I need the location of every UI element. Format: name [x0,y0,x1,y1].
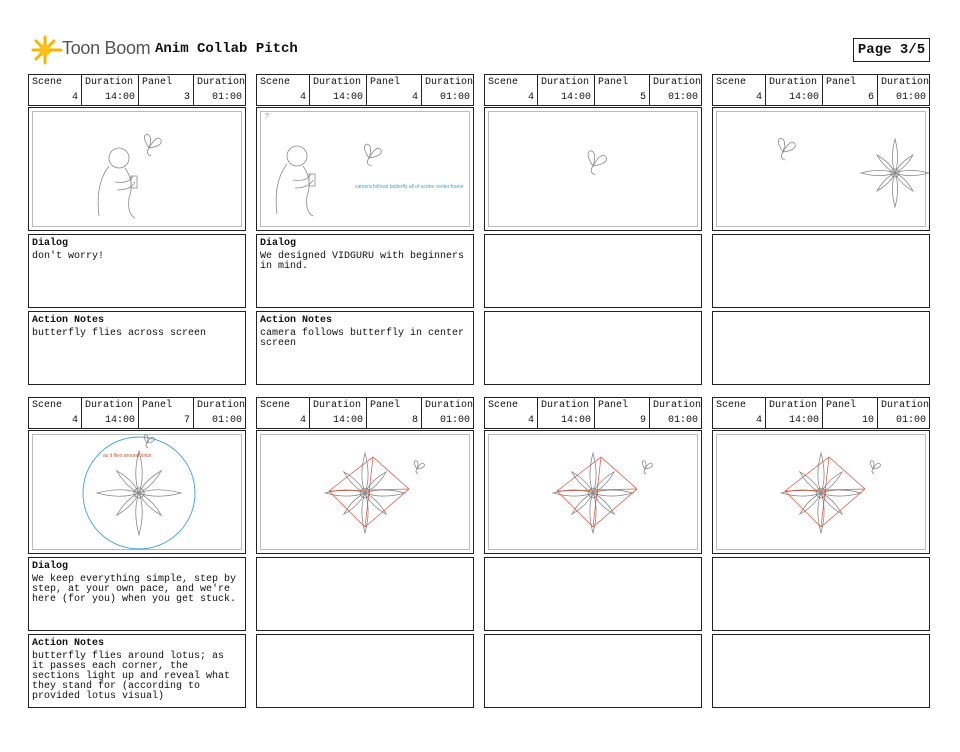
panel-duration-cell [878,398,929,428]
duration-label: Duration [85,77,134,88]
panel-duration-value: 01:00 [667,92,698,103]
action-notes-text: butterfly flies across screen [32,328,207,339]
sketch-frame[interactable] [712,107,930,231]
panel-header [28,74,246,106]
panel-duration-cell [422,75,473,105]
scene-value: 4 [755,415,762,426]
duration-label: Duration [769,77,818,88]
panel-label: Panel [142,400,173,411]
panel-header [256,397,474,429]
camera-note-annotation [355,184,464,190]
scene-label: Scene [488,400,519,411]
panel-header [28,397,246,429]
action-notes-text: butterfly flies around lotus; as it passes each corner, the sections light up and reveal what they stand for (according to provided lotus visual) [32,651,237,702]
dialog-label: Dialog [260,238,297,249]
duration-label: Duration [313,77,362,88]
sketch-frame[interactable] [256,107,474,231]
dialog-box[interactable] [712,557,930,631]
dialog-label: Dialog [32,561,69,572]
dialog-box[interactable] [256,557,474,631]
scene-label: Scene [32,400,63,411]
scene-duration-cell [82,398,139,428]
panel-cell [823,398,878,428]
action-notes-box[interactable] [28,634,246,708]
duration-label: Duration [541,400,590,411]
scene-duration-cell [766,75,823,105]
scene-duration-cell [310,75,367,105]
panel-duration-cell [194,75,245,105]
panel-header [484,397,702,429]
scene-label: Scene [32,77,63,88]
panel-duration-cell [878,75,929,105]
scene-cell [257,75,310,105]
scene-value: 4 [527,415,534,426]
svg-text:camera follows butterfly all o: camera follows butterfly all of scene center frame [355,184,464,190]
panel-label: Panel [598,77,629,88]
sketch-frame[interactable] [484,107,702,231]
panel-duration-cell [650,75,701,105]
panel-number-value: 10 [861,415,874,426]
svg-text:as it flies around lotus: as it flies around lotus [103,453,152,459]
scene-value: 4 [71,92,78,103]
panel-cell [367,75,422,105]
scene-value: 4 [527,92,534,103]
duration-label: Duration [541,77,590,88]
scene-duration-value: 14:00 [560,415,591,426]
panel-cell [823,75,878,105]
sketch-frame[interactable] [256,430,474,554]
panel-label: Panel [826,77,857,88]
action-notes-box[interactable] [712,311,930,385]
sketch-frame[interactable] [484,430,702,554]
scene-cell [485,75,538,105]
duration-label: Duration [425,77,474,88]
panel-number-value: 3 [183,92,190,103]
panel-duration-cell [650,398,701,428]
duration-label: Duration [881,77,930,88]
dialog-text: don't worry! [32,251,105,262]
scene-duration-value: 14:00 [332,415,363,426]
panel-duration-value: 01:00 [895,415,926,426]
panel-number-value: 6 [867,92,874,103]
dialog-text: We designed VIDGURU with beginners in mind. [260,251,471,272]
action-notes-label: Action Notes [260,315,333,326]
dialog-box[interactable] [256,234,474,308]
action-notes-text: camera follows butterfly in center screen [260,328,471,349]
svg-text:?: ? [265,113,270,121]
document-title: Anim Collab Pitch [155,41,298,57]
panel-cell [367,398,422,428]
panel-label: Panel [370,77,401,88]
scene-cell [257,398,310,428]
panel-number-value: 5 [639,92,646,103]
duration-label: Duration [313,400,362,411]
scene-duration-value: 14:00 [332,92,363,103]
action-notes-box[interactable] [484,634,702,708]
panel-duration-value: 01:00 [439,92,470,103]
brand-name: Toon Boom [62,38,151,58]
panel-label: Panel [598,400,629,411]
scene-duration-value: 14:00 [788,415,819,426]
scene-duration-value: 14:00 [560,92,591,103]
panel-header [712,74,930,106]
panel-cell [595,75,650,105]
action-notes-label: Action Notes [32,638,105,649]
duration-label: Duration [769,400,818,411]
panel-header [256,74,474,106]
scene-cell [29,398,82,428]
panel-duration-value: 01:00 [895,92,926,103]
scene-label: Scene [716,77,747,88]
action-notes-box[interactable] [256,311,474,385]
sketch-frame[interactable] [28,430,246,554]
panel-duration-value: 01:00 [667,415,698,426]
scene-duration-value: 14:00 [788,92,819,103]
sketch-frame[interactable] [712,430,930,554]
dialog-text: We keep everything simple, step by step, at your own pace, and we're here (for you) when you get stuck. [32,574,243,605]
dialog-box[interactable] [484,234,702,308]
dialog-box[interactable] [484,557,702,631]
panel-number-value: 9 [639,415,646,426]
scene-label: Scene [260,77,291,88]
sketch-frame[interactable] [28,107,246,231]
panel-cell [595,398,650,428]
dialog-box[interactable] [28,234,246,308]
scene-cell [29,75,82,105]
panel-label: Panel [142,77,173,88]
scene-label: Scene [488,77,519,88]
panel-duration-cell [422,398,473,428]
panel-duration-value: 01:00 [211,92,242,103]
page-indicator: Page 3/5 [853,38,930,62]
scene-value: 4 [71,415,78,426]
panel-label: Panel [370,400,401,411]
panel-number-value: 7 [183,415,190,426]
action-notes-label: Action Notes [32,315,105,326]
scene-duration-cell [766,398,823,428]
action-notes-box[interactable] [28,311,246,385]
panel-cell [139,75,194,105]
dialog-label: Dialog [32,238,69,249]
action-notes-box[interactable] [712,634,930,708]
duration-label: Duration [653,77,702,88]
scene-duration-cell [310,398,367,428]
scene-duration-value: 14:00 [104,415,135,426]
panel-duration-value: 01:00 [439,415,470,426]
duration-label: Duration [653,400,702,411]
scene-duration-cell [82,75,139,105]
scene-cell [713,398,766,428]
scene-duration-cell [538,398,595,428]
panel-number-value: 8 [411,415,418,426]
panel-number-value: 4 [411,92,418,103]
duration-label: Duration [85,400,134,411]
dialog-box[interactable] [712,234,930,308]
scene-cell [713,75,766,105]
panel-duration-cell [194,398,245,428]
panel-cell [139,398,194,428]
scene-cell [485,398,538,428]
duration-label: Duration [197,400,246,411]
panel-header [484,74,702,106]
scene-label: Scene [716,400,747,411]
dialog-box[interactable] [28,557,246,631]
action-notes-box[interactable] [484,311,702,385]
panel-label: Panel [826,400,857,411]
panel-duration-value: 01:00 [211,415,242,426]
duration-label: Duration [425,400,474,411]
duration-label: Duration [197,77,246,88]
action-notes-box[interactable] [256,634,474,708]
scene-duration-cell [538,75,595,105]
scene-duration-value: 14:00 [104,92,135,103]
scene-value: 4 [299,415,306,426]
scene-label: Scene [260,400,291,411]
scene-value: 4 [755,92,762,103]
scene-value: 4 [299,92,306,103]
panel-header [712,397,930,429]
duration-label: Duration [881,400,930,411]
